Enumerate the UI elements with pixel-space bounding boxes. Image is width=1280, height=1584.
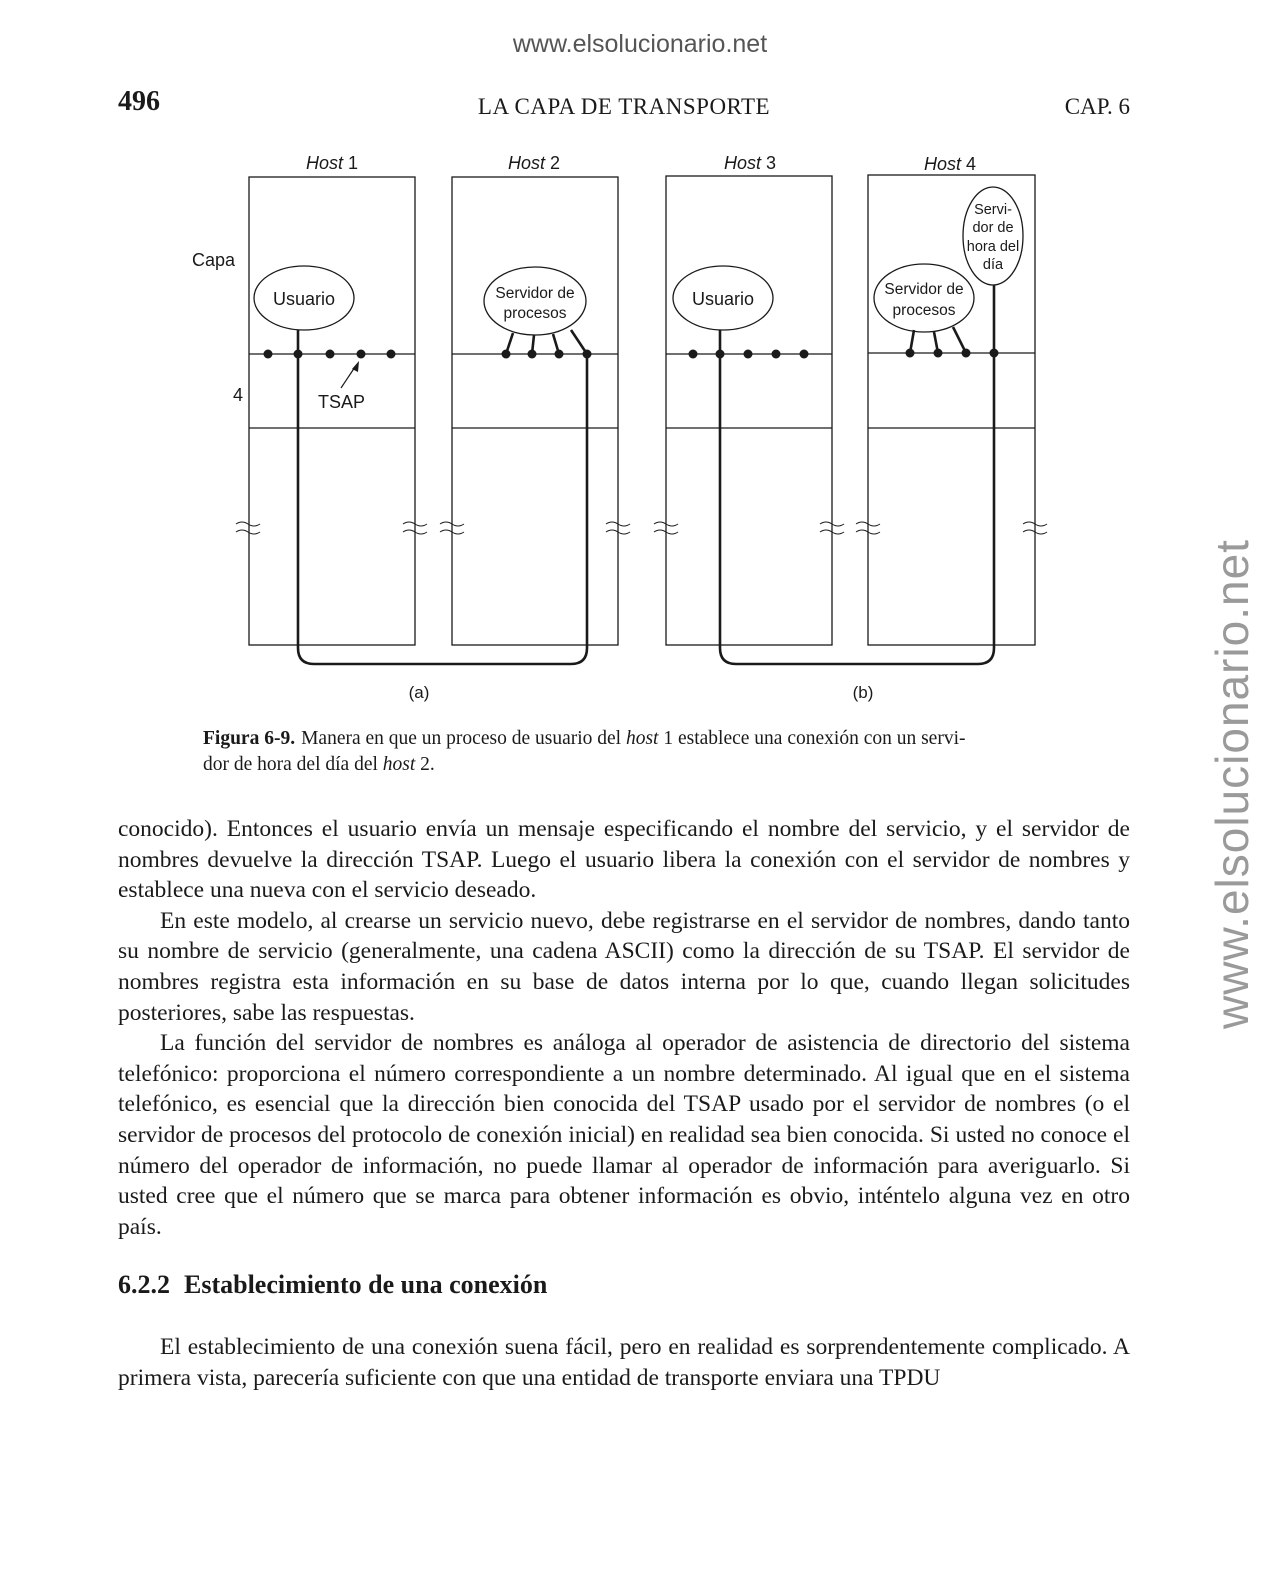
- sub-label-b: (b): [852, 683, 874, 702]
- break-marks: [236, 522, 1047, 534]
- time-server-label-3: hora del: [966, 239, 1020, 255]
- process-server-label-2b: procesos: [503, 305, 567, 322]
- connection-b: [720, 285, 994, 664]
- figure-caption-label: Figura 6-9.: [203, 728, 296, 749]
- layer-label: Capa: [192, 250, 236, 270]
- process-server-label-2: Servidor de: [495, 285, 575, 302]
- host-2-box: [452, 177, 618, 645]
- paragraph-4: El establecimiento de una conexión suena fácil, pero en realidad es sorprendentemente complicado. A primera vista, parecería suficiente con que una entidad de transporte enviara una TPDU: [118, 1334, 1130, 1391]
- process-server-label-4b: procesos: [892, 302, 956, 319]
- time-server-label-4: día: [982, 257, 1004, 273]
- running-head: LA CAPA DE TRANSPORTE: [477, 94, 771, 119]
- figure-caption: Figura 6-9. Manera en que un proceso de usuario del host 1 establece una conexión con un servi- dor de hora del día del host 2.: [203, 728, 966, 775]
- user-label-1: Usuario: [272, 289, 336, 309]
- section-number: 6.2.2: [118, 1270, 170, 1299]
- section-heading: [118, 1270, 547, 1300]
- chapter-label: CAP. 6: [1064, 94, 1130, 119]
- host-1-title: Host 1: [305, 153, 359, 173]
- host-3-box: [666, 176, 832, 645]
- process-server-label-4: Servidor de: [884, 281, 964, 298]
- paragraph-2: En este modelo, al crearse un servicio nuevo, debe registrarse en el servidor de nombres, dando tanto su nombre de servicio (generalmente, una cadena ASCII) como la dirección de su TSAP. El servidor de nombres registra esta información en su base de datos interna por lo que, cuando llegan solicitudes posteriores, sabe las respuestas.: [118, 907, 1130, 1026]
- tsap-label: TSAP: [318, 392, 366, 412]
- host-3-title: Host 3: [723, 153, 777, 173]
- sub-label-a: (a): [408, 683, 430, 702]
- host-2-title: Host 2: [507, 153, 561, 173]
- page-number: 496: [118, 86, 160, 117]
- watermark-side: www.elsolucionario.net: [1206, 539, 1258, 1029]
- section-title: Establecimiento de una conexión: [184, 1270, 548, 1299]
- paragraph-1: conocido). Entonces el usuario envía un mensaje especificando el nombre del servicio, y el servidor de nombres devuelve la dirección TSAP. Luego el usuario libera la conexión con el servidor de nombres y establece una nueva con el servicio deseado.: [118, 816, 1130, 904]
- time-server-label-1: Servi-: [974, 202, 1012, 218]
- body-text-block: [118, 814, 1130, 1242]
- figure-6-9-diagram: [0, 0, 1280, 720]
- host-4-title: Host 4: [923, 154, 977, 174]
- user-label-3: Usuario: [691, 289, 755, 309]
- time-server-label-2: dor de: [972, 220, 1014, 236]
- body-text-block-2: [118, 1332, 1130, 1393]
- layer-number: 4: [233, 385, 244, 405]
- watermark-top: www.elsolucionario.net: [512, 30, 768, 58]
- process-server-4: [874, 264, 974, 332]
- paragraph-3: La función del servidor de nombres es análoga al operador de asistencia de directorio del sistema telefónico: proporciona el número correspondiente a un nombre determinado. Al igual que en el sistema telefónico, es esencial que la dirección bien conocida del TSAP usado por el servidor de nombres (o el servidor de procesos del protocolo de conexión inicial) en realidad sea bien conocida. Si usted no conoce el número del operador de información, no puede llamar al operador de información para averiguarlo. Si usted cree que el número que se marca para obtener información es obvio, inténtelo alguna vez en otro país.: [118, 1030, 1130, 1240]
